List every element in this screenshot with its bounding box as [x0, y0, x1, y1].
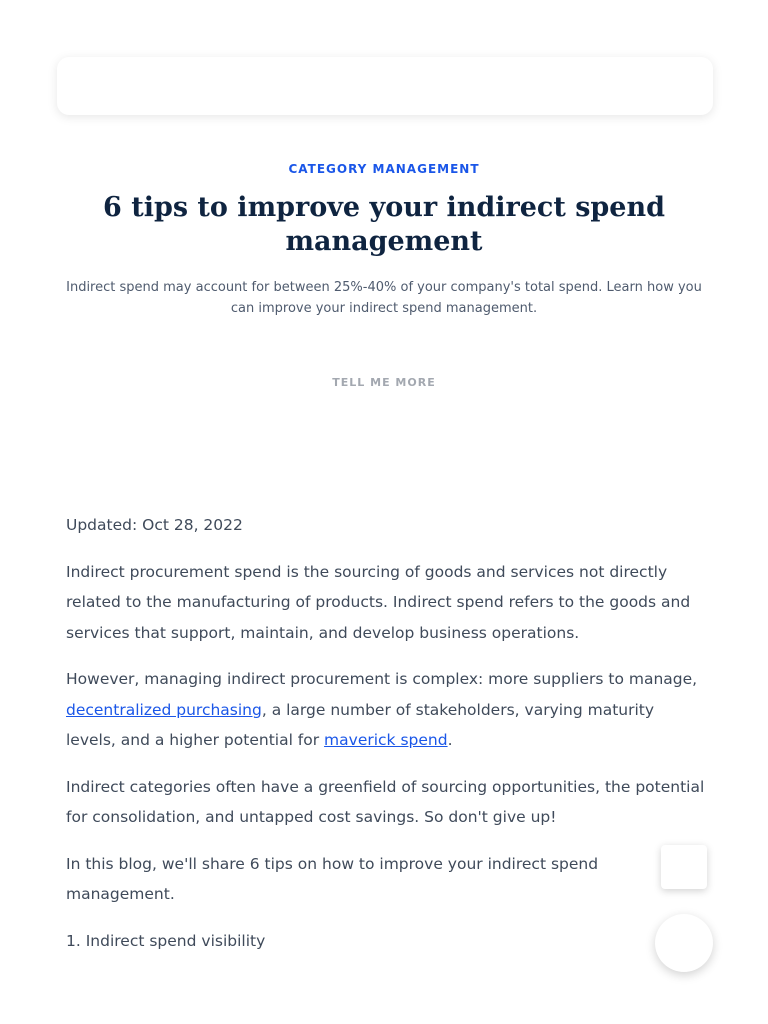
page-title: 6 tips to improve your indirect spend management [103, 192, 665, 257]
page-subtitle: Indirect spend may account for between 25%-40% of your company's total spend. Learn how you can improve your indirect spend management. [66, 280, 702, 316]
article-paragraph-1: Indirect procurement spend is the sourcing of goods and services not directly related to the manufacturing of products. Indirect spend refers to the goods and services that support, maintain, and develop business operations. [66, 562, 691, 642]
top-navigation-card [57, 57, 713, 115]
floating-widget-button[interactable] [661, 845, 707, 889]
paragraph-text: . [447, 731, 453, 749]
tell-me-more-link[interactable]: TELL ME MORE [332, 376, 436, 389]
paragraph-text: , a large number of stakeholders, varying maturity levels, and a higher potential for [66, 700, 655, 749]
list-item: 1. Indirect spend visibility [66, 931, 266, 950]
article-paragraph-3: Indirect categories often have a greenfield of sourcing opportunities, the potential for consolidation, and untapped cost savings. So don't give up! [66, 777, 705, 826]
paragraph-text: However, managing indirect procurement is complex: more suppliers to manage, [66, 670, 698, 688]
category-label[interactable]: CATEGORY MANAGEMENT [288, 162, 480, 176]
hero-section [0, 158, 768, 390]
updated-date: Updated: Oct 28, 2022 [66, 516, 243, 534]
article-paragraph-2 [66, 664, 706, 756]
article-paragraph-4: In this blog, we'll share 6 tips on how to improve your indirect spend management. [66, 854, 599, 903]
maverick-spend-link[interactable]: maverick spend [324, 731, 448, 749]
decentralized-purchasing-link[interactable]: decentralized purchasing [66, 700, 262, 719]
chat-launcher-button[interactable] [655, 914, 713, 972]
article-body [66, 510, 706, 972]
